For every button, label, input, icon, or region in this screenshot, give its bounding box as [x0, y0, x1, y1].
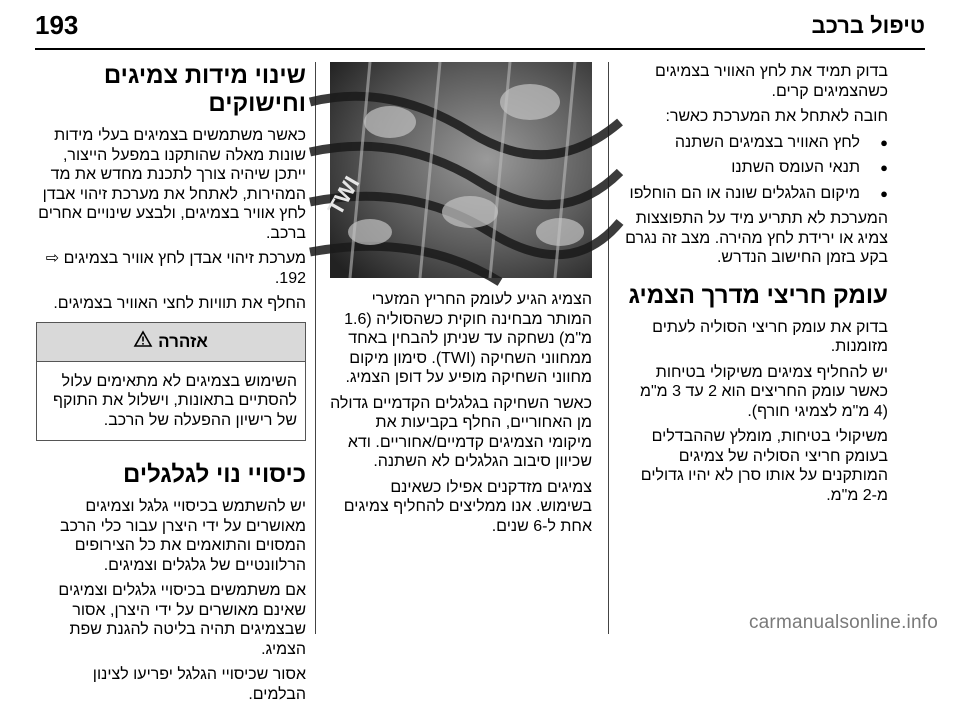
- tire-pressure-check-text: בדוק תמיד את לחץ האוויר בצמיגים כשהצמיגים קרים.: [655, 63, 888, 100]
- tread-difference-text: משיקולי בטיחות, מומלץ שההבדלים בעומק חריצי הסוליה של צמיגים המותקנים על אותו סרן לא יהיו גדולים מ-2 מ"מ.: [640, 428, 888, 504]
- size-change-text: כאשר משתמשים בצמיגים בעלי מידות שונות מאלה שהותקנו במפעל הייצור, ייתכן שיהיה צורך לתכנת מחדש את מד המהירות, לאתחל את מערכת זיהוי אבדן לחץ אוויר בצמיגים, ולבצע שינויים אחרים ברכב.: [38, 127, 306, 242]
- right-column: [622, 62, 888, 511]
- page-reference-link[interactable]: 192.: [274, 269, 306, 287]
- wheel-covers-heading: כיסויי נוי לגלגלים: [123, 461, 306, 488]
- list-item: ● לחץ האוויר בצמיגים השתנה: [622, 133, 888, 153]
- header-rule: [35, 48, 925, 50]
- label-replace-text: החלף את תוויות לחצי האוויר בצמיגים.: [53, 295, 306, 312]
- tire-aging-text: צמיגים מזדקנים אפילו כשאינם בשימוש. אנו ממליצים להחליף צמיגים אחת ל-6 שנים.: [343, 478, 592, 535]
- warning-triangle-icon: [134, 331, 152, 352]
- page-number: 193: [35, 10, 79, 40]
- wheel-covers-text-2: אם משתמשים בכיסויי גלגלים וצמיגים שאינם מאושרים על ידי היצרן, אסור שבצמיגים תהיה בליטה להגנת שפת הצמיג.: [58, 582, 306, 658]
- tire-tread-illustration: [322, 62, 592, 278]
- tire-tread-image: [322, 62, 592, 278]
- pressure-system-reference: [36, 249, 306, 288]
- system-limitation-text: המערכת לא תתריע מיד על התפוצצות צמיג או ירידת לחץ מהירה. מצב זה נגרם בקע בזמן החישוב הנדרש.: [625, 210, 888, 266]
- size-change-heading: שינוי מידות צמיגים וחישוקים: [103, 62, 306, 117]
- wheel-covers-text-1: יש להשתמש בכיסויי גלגל וצמיגים מאושרים על ידי היצרן עבור כלי הרכב המסוים והתואמים את כל הצירופים הרלוונטיים של גלגלים וצמיגים.: [60, 498, 306, 574]
- watermark: carmanualsonline.info: [748, 612, 938, 633]
- warning-title: אזהרה: [158, 331, 208, 351]
- reset-intro-text: חובה לאתחל את המערכת כאשר:: [665, 108, 888, 125]
- column-divider-right: [608, 62, 609, 634]
- tread-depth-heading: עומק חריצי מדרך הצמיג: [628, 281, 888, 309]
- warning-box: [36, 322, 306, 442]
- warning-header: [37, 323, 305, 362]
- tread-wear-indicator-text: הצמיג הגיע לעומק החריץ המזערי המותר מבחינה חוקית כשהסוליה (1.6 מ"מ) נשחקה עד שניתן להבחין באחד ממחווני השחיקה (TWI). סימון מיקום מחווני השחיקה מופיע על דופן הצמיג.: [344, 291, 592, 386]
- middle-column: [322, 62, 592, 542]
- tire-rotation-text: כאשר השחיקה בגלגלים הקדמיים גדולה מן האחוריים, החלף בקביעות את מיקומי הצמיגים קדמיים/אחוריים. ודא שכיוון סיבוב הגלגלים לא השתנה.: [330, 394, 592, 470]
- page-header: [0, 4, 960, 50]
- chapter-title: טיפול ברכב: [811, 13, 925, 38]
- tread-replace-text: יש להחליף צמיגים משיקולי בטיחות כאשר עומק החריצים הוא 2 עד 3 מ"מ (4 מ"מ לצמיגי חורף).: [640, 363, 888, 420]
- twi-marking-label: TWI: [322, 172, 365, 220]
- wheel-covers-text-3: אסור שכיסויי הגלגל יפריעו לצינון הבלמים.: [92, 666, 306, 703]
- warning-body: השימוש בצמיגים לא מתאימים עלול להסתיים בתאונות, וישלול את התוקף של רישיון ההפעלה של הרכב.: [53, 372, 297, 429]
- list-item: ● מיקום הגלגלים שונה או הם הוחלפו: [622, 184, 888, 204]
- left-column: [36, 62, 306, 710]
- page-reference-icon: ⇨: [45, 250, 60, 267]
- reference-text: מערכת זיהוי אבדן לחץ אוויר בצמיגים: [59, 250, 306, 267]
- list-item: ● תנאי העומס השתנו: [622, 158, 888, 178]
- tread-check-text: בדוק את עומק חריצי הסוליה לעתים מזומנות.: [652, 318, 888, 355]
- reset-conditions-list: [622, 133, 888, 204]
